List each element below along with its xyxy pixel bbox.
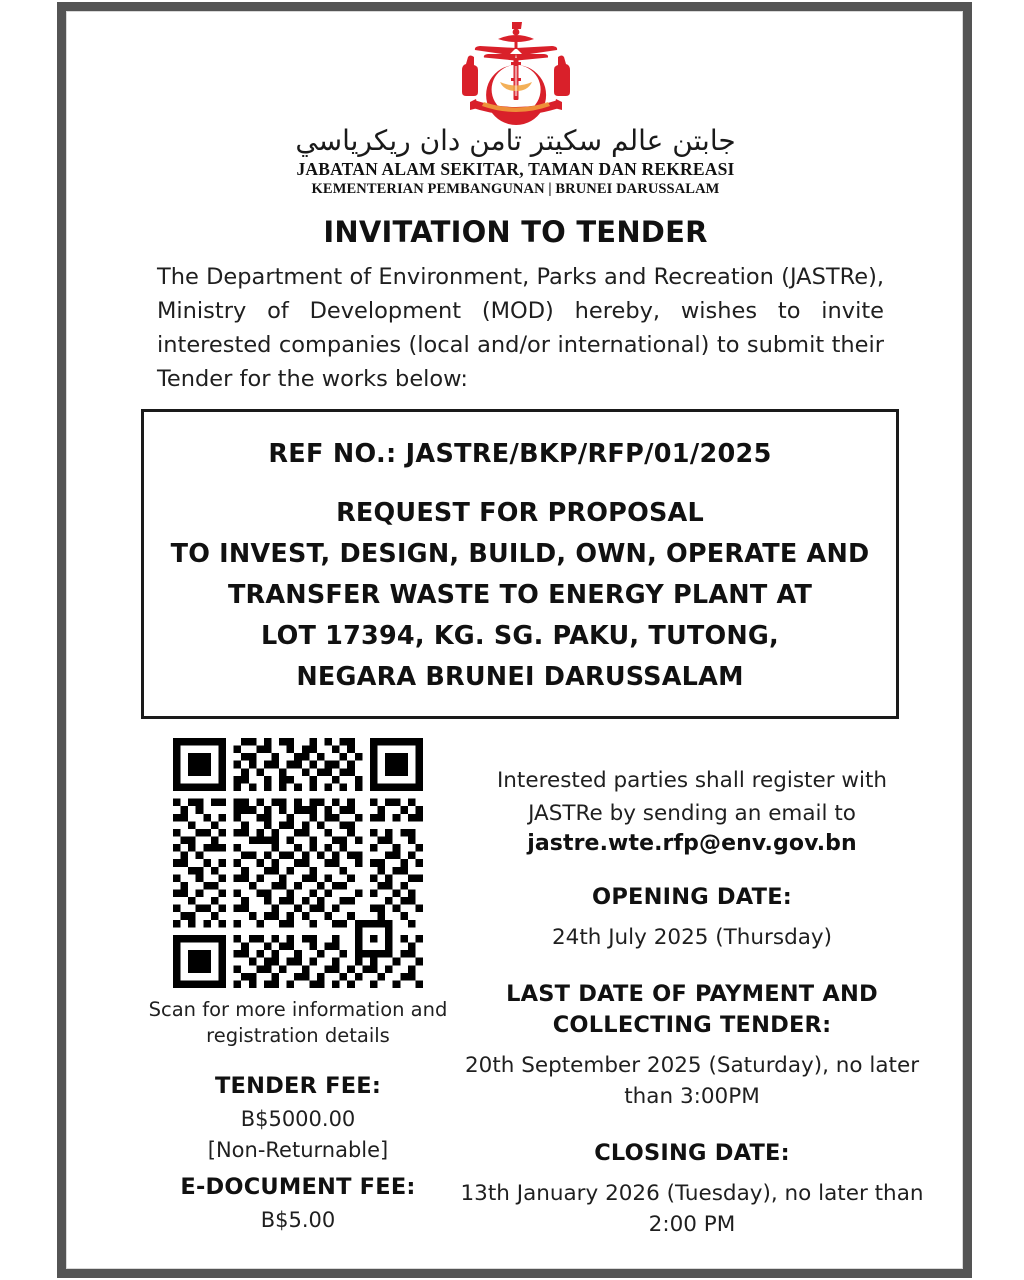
tender-fee-label: TENDER FEE: (214, 1073, 382, 1099)
department-name-latin: JABATAN ALAM SEKITAR, TAMAN DAN REKREASI (296, 159, 735, 179)
ministry-name-latin: KEMENTERIAN PEMBANGUNAN | BRUNEI DARUSSALAM (311, 181, 720, 197)
tender-title-line: REQUEST FOR PROPOSAL (336, 498, 704, 528)
page-title: INVITATION TO TENDER (323, 215, 708, 249)
tender-fee-value: B$5000.00 (240, 1107, 356, 1131)
closing-date-value: 13th January 2026 (Tuesday), no later than 2:00 PM (460, 1181, 924, 1237)
poster-frame (57, 2, 972, 1278)
last-payment-date-value: 20th September 2025 (Saturday), no later than 3:00PM (464, 1053, 920, 1109)
registration-qr-code[interactable] (173, 738, 423, 988)
opening-date-value: 24th July 2025 (Thursday) (551, 925, 833, 950)
registration-email[interactable]: jastre.wte.rfp@env.gov.bn (527, 831, 857, 856)
tender-title (144, 493, 896, 698)
reference-number: REF NO.: JASTRE/BKP/RFP/01/2025 (268, 439, 772, 469)
tender-fee-note: [Non-Returnable] (207, 1138, 389, 1162)
last-payment-date-label: LAST DATE OF PAYMENT AND COLLECTING TENDER: (506, 981, 878, 1038)
tender-title-line: NEGARA BRUNEI DARUSSALAM (296, 662, 744, 692)
poster-page (66, 11, 963, 1269)
tender-title-line: LOT 17394, KG. SG. PAKU, TUTONG, (261, 621, 779, 651)
left-info-column (133, 738, 463, 1236)
edocument-fee-value: B$5.00 (260, 1208, 336, 1232)
registration-instructions: Interested parties shall register with JASTRe by sending an email to (496, 768, 888, 826)
tender-title-line: TO INVEST, DESIGN, BUILD, OWN, OPERATE AND (170, 539, 870, 569)
tender-title-line: TRANSFER WASTE TO ENERGY PLANT AT (227, 580, 813, 610)
qr-scan-caption: Scan for more information and registration details (148, 998, 448, 1047)
right-info-column (457, 764, 927, 1240)
brunei-state-crest-icon (426, 20, 606, 125)
opening-date-label: OPENING DATE: (592, 884, 792, 910)
edocument-fee-label: E-DOCUMENT FEE: (180, 1174, 416, 1200)
department-name-jawi: جابتن عالم سكيتر تامن دان ريكرياسي (295, 124, 736, 157)
closing-date-label: CLOSING DATE: (594, 1140, 790, 1166)
department-logo-block (67, 20, 963, 198)
qr-code-icon[interactable] (173, 738, 423, 988)
tender-reference-box (141, 409, 899, 719)
intro-paragraph: The Department of Environment, Parks and Recreation (JASTRe), Ministry of Development (MOD) hereby, wishes to invite interested companies (local and/or international) to submit their Tender for the works below: (157, 264, 884, 392)
